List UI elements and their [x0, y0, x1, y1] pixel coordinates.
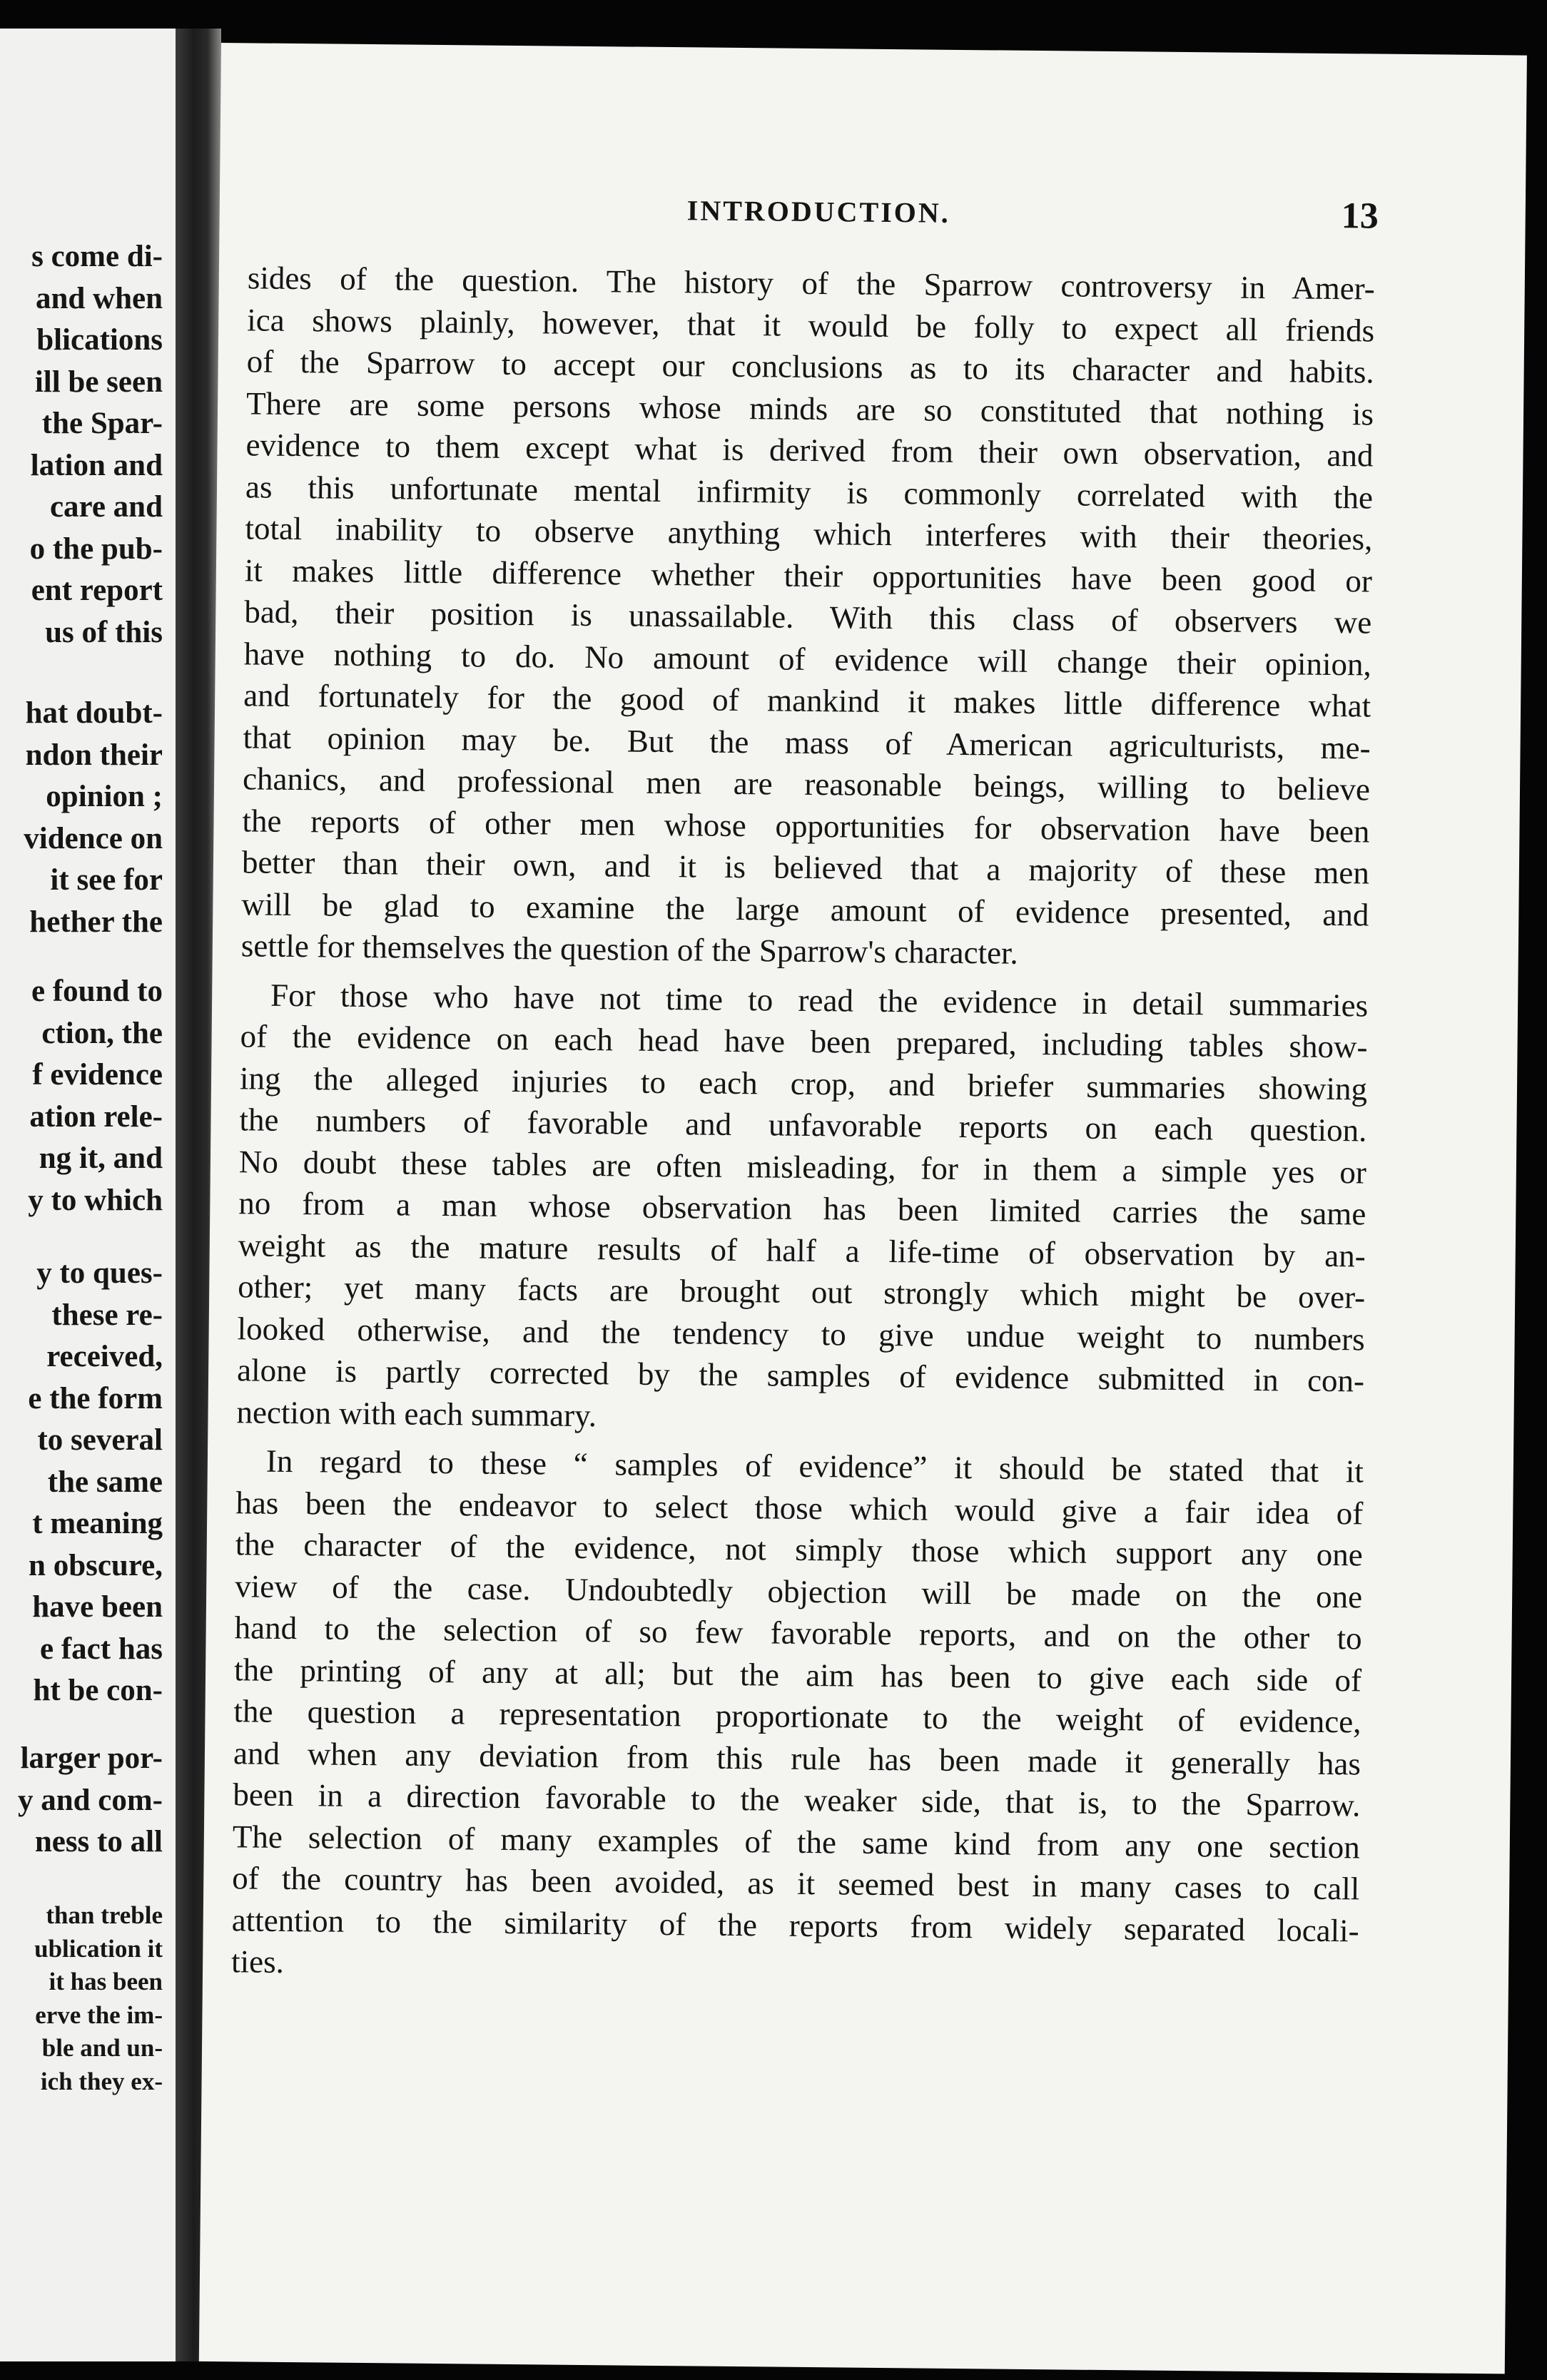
left-page-line: it see for — [50, 863, 163, 897]
left-page-line: s come di- — [31, 240, 163, 273]
left-page-line: to several — [37, 1423, 163, 1457]
left-page-line: blications — [36, 323, 163, 357]
running-head: INTRODUCTION. — [686, 194, 951, 229]
text-line: no from a man whose observation has been limited carries the same — [238, 1185, 1366, 1232]
text-line: sides of the question. The history of the Sparrow controversy in Amer- — [247, 260, 1376, 307]
left-page-line: us of this — [45, 615, 163, 649]
left-page-line: these re- — [51, 1298, 163, 1332]
text-line: other; yet many facts are brought out strongly which might be over- — [238, 1268, 1366, 1316]
left-page-line: have been — [32, 1590, 163, 1624]
text-line: better than their own, and it is believed that a majority of these men — [241, 844, 1370, 891]
text-line: been in a direction favorable to the weaker side, that is, to the Sparrow. — [233, 1776, 1361, 1824]
text-line: it makes little difference whether their opportunities have been good or — [244, 551, 1373, 599]
text-line: will be glad to examine the large amount of evidence presented, and — [241, 885, 1369, 932]
text-line: attention to the similarity of the reports from widely separated locali- — [231, 1901, 1359, 1948]
left-page-line: ble and un- — [41, 2034, 163, 2062]
left-page-line: vidence on — [24, 821, 163, 855]
text-line: For those who have not time to read the evidence in detail summaries — [270, 977, 1369, 1023]
left-page-line: the Spar- — [41, 407, 163, 440]
left-page-line: n obscure, — [29, 1548, 163, 1582]
book-page — [199, 43, 1527, 2374]
left-page-line: e fact has — [40, 1632, 163, 1666]
text-line: chanics, and professional men are reasonable beings, willing to believe — [242, 761, 1371, 808]
left-page-line: the same — [47, 1465, 163, 1499]
left-page-line: o the pub- — [29, 532, 163, 566]
left-page-line: y to ques- — [36, 1256, 163, 1290]
text-line: and when any deviation from this rule has been made it generally has — [233, 1734, 1361, 1781]
left-page-line: hether the — [29, 905, 163, 939]
text-line: that opinion may be. But the mass of American agriculturists, me- — [243, 718, 1371, 766]
text-line: In regard to these “ samples of evidence” it should be stated that it — [265, 1443, 1364, 1490]
left-page-line: ich they ex- — [40, 2067, 163, 2095]
page-number: 13 — [1341, 195, 1379, 237]
text-line: of the country has been avoided, as it seemed best in many cases to call — [232, 1860, 1360, 1907]
left-page-line: larger por- — [20, 1741, 163, 1775]
text-line: hand to the selection of so few favorable reports, and on the other to — [234, 1609, 1362, 1657]
text-line: settle for themselves the question of the Sparrow's character. — [240, 927, 1019, 971]
left-page-line: and when — [35, 281, 163, 315]
text-line: There are some persons whose minds are so constituted that nothing is — [245, 385, 1374, 432]
text-line: has been the endeavor to select those which would give a fair idea of — [235, 1484, 1364, 1531]
left-page-line: than treble — [46, 1901, 163, 1929]
left-page-line: y and com- — [17, 1783, 163, 1817]
left-page-line: f evidence — [32, 1058, 163, 1092]
body-text — [231, 257, 1375, 1993]
left-page-line: ation rele- — [29, 1099, 163, 1134]
left-page-line: lation and — [30, 448, 163, 482]
text-line: looked otherwise, and the tendency to give undue weight to numbers — [237, 1310, 1365, 1357]
left-page-line: ness to all — [34, 1825, 163, 1858]
text-line: the printing of any at all; but the aim has been to give each side of — [233, 1651, 1362, 1698]
text-line: ica shows plainly, however, that it would be folly to expect all friends — [247, 301, 1375, 349]
left-page-line: hat doubt- — [25, 696, 163, 730]
text-line: view of the case. Undoubtedly objection will be made on the one — [235, 1567, 1363, 1614]
left-page-line: ht be con- — [33, 1674, 163, 1707]
left-page-line: erve the im- — [35, 2000, 163, 2029]
text-line: the question a representation proportionate to the weight of evidence, — [233, 1693, 1361, 1740]
text-line: No doubt these tables are often misleading, for in them a simple yes or — [238, 1143, 1367, 1190]
left-page-line: t meaning — [32, 1507, 163, 1540]
text-line: The selection of many examples of the same kind from any one section — [232, 1818, 1361, 1865]
text-line: have nothing to do. No amount of evidence will change their opinion, — [243, 635, 1371, 683]
left-page-line: e the form — [28, 1381, 163, 1415]
left-page-line: care and — [49, 490, 163, 524]
text-line: ties. — [230, 1943, 285, 1980]
text-line: the numbers of favorable and unfavorable reports on each question. — [239, 1102, 1367, 1149]
left-page-line: ng it, and — [39, 1141, 163, 1175]
text-line: as this unfortunate mental infirmity is commonly correlated with the — [245, 468, 1374, 516]
left-page-line: e found to — [31, 975, 163, 1008]
left-page-line: ill be seen — [34, 365, 163, 399]
left-page-line: ndon their — [25, 738, 163, 772]
paragraph-3 — [231, 1440, 1364, 1993]
left-page-line: received, — [46, 1340, 163, 1373]
text-line: of the Sparrow to accept our conclusions as to its character and habits. — [246, 343, 1374, 390]
left-page-line: y to which — [28, 1183, 163, 1217]
text-line: ing the alleged injuries to each crop, and briefer summaries showing — [239, 1059, 1368, 1107]
left-page-line: ublication it — [34, 1934, 163, 1963]
left-page-line: it has been — [49, 1968, 163, 1995]
text-line: alone is partly corrected by the samples of evidence submitted in con- — [236, 1352, 1365, 1399]
paragraph-2 — [236, 974, 1368, 1444]
previous-page-fragment — [0, 29, 176, 2361]
text-line: bad, their position is unassailable. With this class of observers we — [244, 594, 1372, 641]
text-line: nection with each summary. — [236, 1393, 597, 1433]
text-line: evidence to them except what is derived from their own observation, and — [245, 427, 1374, 474]
left-page-line: ction, the — [41, 1016, 163, 1050]
paragraph-1 — [241, 257, 1375, 977]
text-line: the character of the evidence, not simply those which support any one — [235, 1526, 1363, 1573]
text-line: total inability to observe anything which interferes with their theories, — [245, 510, 1373, 557]
left-page-line: ent report — [31, 574, 163, 607]
text-line: and fortunately for the good of mankind it makes little difference what — [243, 677, 1371, 724]
text-line: weight as the mature results of half a life-time of observation by an- — [238, 1226, 1366, 1273]
text-line: the reports of other men whose opportunities for observation have been — [242, 802, 1370, 849]
text-line: of the evidence on each head have been prepared, including tables show- — [240, 1018, 1368, 1065]
left-page-line: opinion ; — [46, 780, 163, 813]
